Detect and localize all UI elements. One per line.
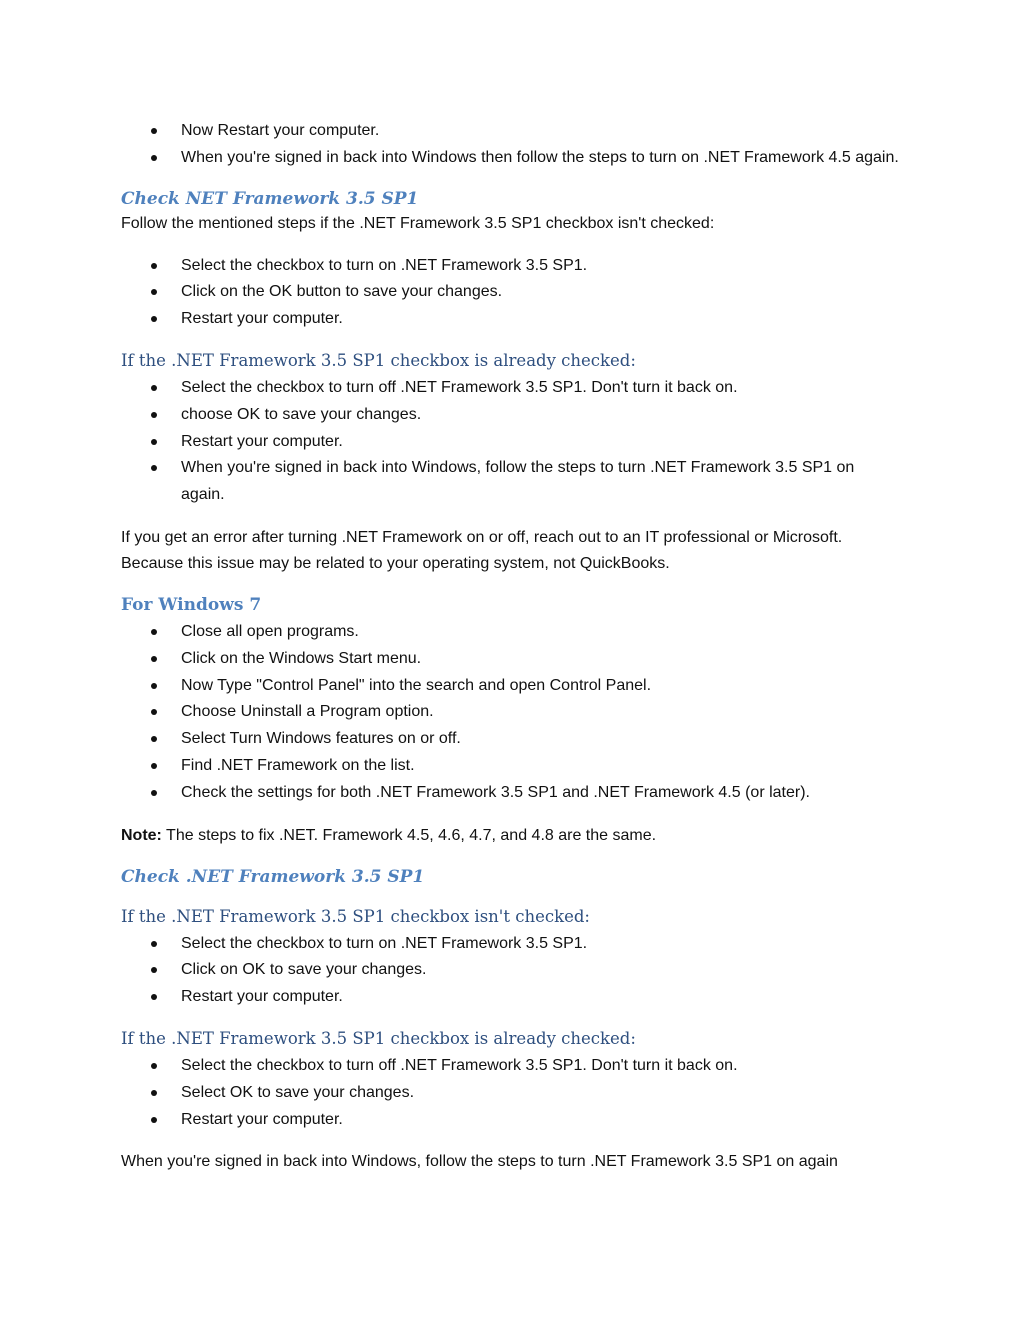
note-paragraph bbox=[121, 823, 901, 849]
list-item: Select OK to save your changes. bbox=[121, 1080, 901, 1107]
section-heading-check-net-framework-2: Check .NET Framework 3.5 SP1 bbox=[121, 866, 425, 887]
subheading-not-checked: If the .NET Framework 3.5 SP1 checkbox isn't checked: bbox=[121, 906, 590, 926]
list-item: Check the settings for both .NET Framework 3.5 SP1 and .NET Framework 4.5 (or later). bbox=[121, 780, 901, 807]
note-text: The steps to fix .NET. Framework 4.5, 4.6, 4.7, and 4.8 are the same. bbox=[161, 826, 657, 844]
list-item: Click on the OK button to save your changes. bbox=[121, 279, 901, 306]
restart-steps-list bbox=[121, 118, 901, 172]
list-item: When you're signed in back into Windows then follow the steps to turn on .NET Framework 4.5 again. bbox=[121, 145, 901, 172]
turn-off-steps-list bbox=[121, 375, 901, 509]
list-item: Select the checkbox to turn off .NET Framework 3.5 SP1. Don't turn it back on. bbox=[121, 1053, 901, 1080]
list-item: Select the checkbox to turn on .NET Framework 3.5 SP1. bbox=[121, 931, 901, 958]
list-item: Choose Uninstall a Program option. bbox=[121, 699, 901, 726]
document-content bbox=[121, 118, 901, 1175]
subheading-already-checked-2: If the .NET Framework 3.5 SP1 checkbox is already checked: bbox=[121, 1028, 636, 1048]
list-item: Now Restart your computer. bbox=[121, 118, 901, 145]
closing-paragraph: When you're signed in back into Windows, follow the steps to turn .NET Framework 3.5 SP1 on again bbox=[121, 1153, 838, 1171]
list-item: Click on OK to save your changes. bbox=[121, 957, 901, 984]
intro-paragraph: Follow the mentioned steps if the .NET Framework 3.5 SP1 checkbox isn't checked: bbox=[121, 214, 715, 232]
list-item: Now Type "Control Panel" into the search and open Control Panel. bbox=[121, 673, 901, 700]
list-item: Find .NET Framework on the list. bbox=[121, 753, 901, 780]
turn-on-steps-list-2 bbox=[121, 931, 901, 1011]
list-item: Close all open programs. bbox=[121, 619, 901, 646]
list-item: Restart your computer. bbox=[121, 984, 901, 1011]
list-item: Select Turn Windows features on or off. bbox=[121, 726, 901, 753]
list-item: Restart your computer. bbox=[121, 306, 901, 333]
list-item: Click on the Windows Start menu. bbox=[121, 646, 901, 673]
note-label: Note: bbox=[121, 826, 162, 844]
error-paragraph: If you get an error after turning .NET Framework on or off, reach out to an IT professional or Microsoft. Because this issue may be related to your operating system, not QuickBooks. bbox=[121, 528, 843, 572]
list-item: Restart your computer. bbox=[121, 429, 901, 456]
list-item: choose OK to save your changes. bbox=[121, 402, 901, 429]
list-item: Restart your computer. bbox=[121, 1107, 901, 1134]
section-heading-check-net-framework: Check NET Framework 3.5 SP1 bbox=[121, 188, 419, 209]
turn-off-steps-list-2 bbox=[121, 1053, 901, 1133]
section-heading-windows-7: For Windows 7 bbox=[121, 594, 262, 615]
list-item: Select the checkbox to turn off .NET Framework 3.5 SP1. Don't turn it back on. bbox=[121, 375, 901, 402]
subheading-already-checked: If the .NET Framework 3.5 SP1 checkbox is already checked: bbox=[121, 350, 636, 370]
list-item: When you're signed in back into Windows, follow the steps to turn .NET Framework 3.5 SP1 on again. bbox=[121, 455, 901, 509]
list-item: Select the checkbox to turn on .NET Framework 3.5 SP1. bbox=[121, 253, 901, 280]
turn-on-steps-list bbox=[121, 253, 901, 333]
windows-7-steps-list bbox=[121, 619, 901, 807]
